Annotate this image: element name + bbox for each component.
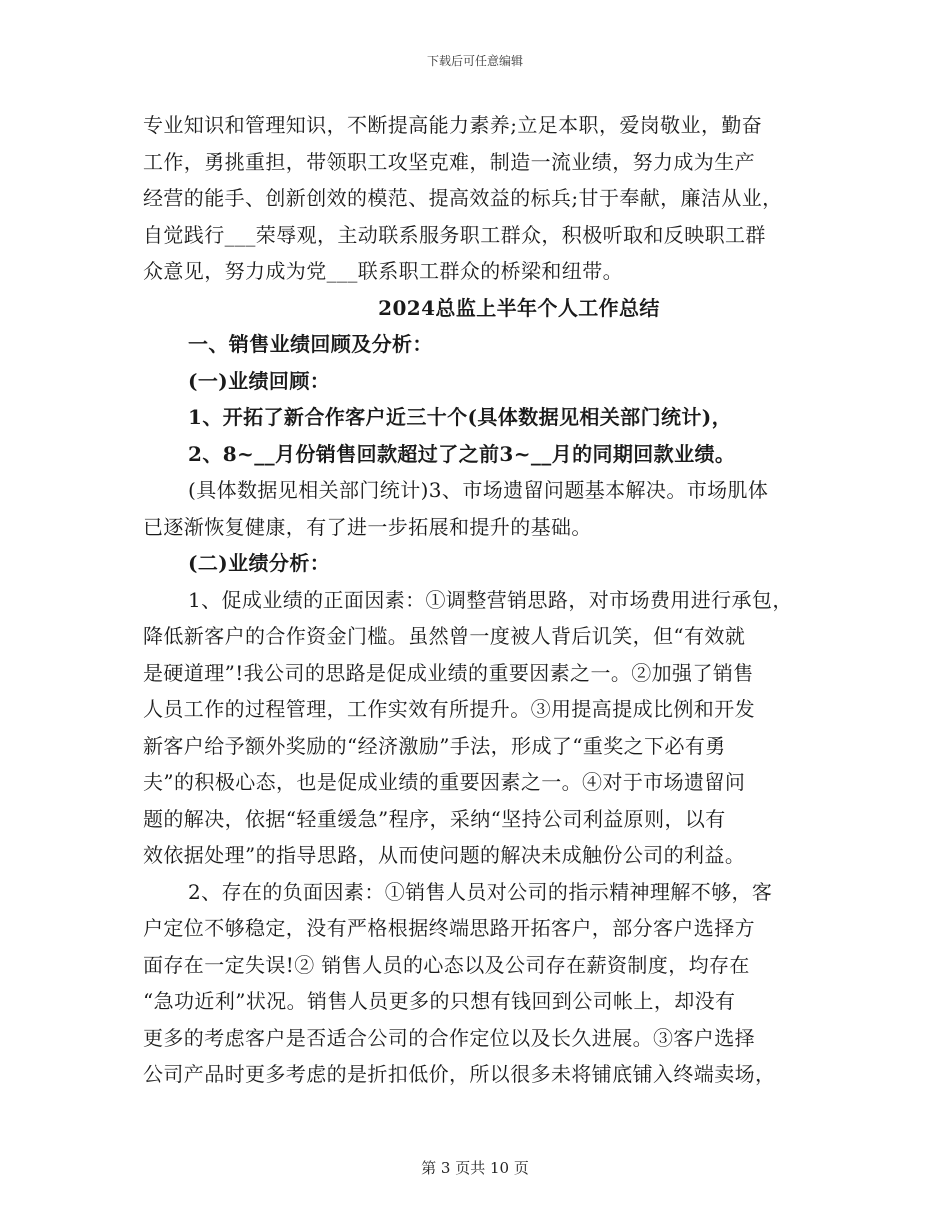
paragraph-line: 降低新客户的合作资金门槛。虽然曾一度被人背后讥笑，但“有效就 [143, 624, 746, 648]
document-body [143, 107, 823, 1093]
body-line: 经营的能手、创新创效的模范、提高效益的标兵;甘于奉献，廉洁从业， [143, 186, 783, 210]
paragraph-line: 户定位不够稳定，没有严格根据终端思路开拓客户，部分客户选择方 [143, 916, 755, 940]
paragraph-line: 更多的考虑客户是否适合公司的合作定位以及长久进展。③客户选择 [143, 1025, 755, 1050]
paragraph-line: 夫”的积极心态，也是促成业绩的重要因素之一。④对于市场遗留问 [143, 770, 746, 794]
paragraph-line: 效依据处理”的指导思路，从而使问题的解决未成触份公司的利益。 [143, 843, 746, 867]
subsection-heading: (二)业绩分析： [188, 551, 331, 575]
paragraph-line: 题的解决，依据“轻重缓急”程序，采纳“坚持公司利益原则，以有 [143, 806, 726, 831]
list-item: 2、8~__月份销售回款超过了之前3~__月的同期回款业绩。 [188, 441, 736, 466]
paragraph-line: (具体数据见相关部门统计)3、市场遗留问题基本解决。市场肌体 [188, 478, 769, 502]
paragraph-line: 已逐渐恢复健康，有了进一步拓展和提升的基础。 [143, 514, 592, 539]
paragraph-line: 2、存在的负面因素：①销售人员对公司的指示精神理解不够，客 [188, 879, 773, 904]
body-line: 自觉践行___荣辱观，主动联系服务职工群众，积极听取和反映职工群 [143, 222, 766, 247]
paragraph-line: 面存在一定失误!② 销售人员的心态以及公司存在薪资制度，均存在 [143, 952, 750, 977]
document-title: 2024总监上半年个人工作总结 [378, 295, 660, 320]
page-header: 下载后可任意编辑 [426, 54, 523, 68]
paragraph-line: 1、促成业绩的正面因素：①调整营销思路，对市场费用进行承包， [188, 587, 793, 612]
section-heading: 一、销售业绩回顾及分析： [188, 332, 433, 356]
body-line: 专业知识和管理知识，不断提高能力素养;立足本职，爱岗敬业，勤奋 [143, 113, 763, 137]
body-line: 众意见，努力成为党___联系职工群众的桥梁和纽带。 [143, 259, 623, 283]
paragraph-line: 人员工作的过程管理，工作实效有所提升。③用提高提成比例和开发 [143, 697, 755, 721]
list-item: 1、开拓了新合作客户近三十个(具体数据见相关部门统计)， [188, 405, 733, 429]
paragraph-line: 是硬道理”!我公司的思路是促成业绩的重要因素之一。②加强了销售 [143, 660, 754, 685]
page-footer: 第 3 页共 10 页 [421, 1159, 529, 1177]
paragraph-line: “急功近利”状况。销售人员更多的只想有钱回到公司帐上，却没有 [143, 989, 736, 1013]
body-line: 工作，勇挑重担，带领职工攻坚克难，制造一流业绩，努力成为生产 [143, 149, 755, 174]
paragraph-line: 新客户给予额外奖励的“经济激励”手法，形成了“重奖之下必有勇 [143, 733, 726, 758]
subsection-heading: (一)业绩回顾： [188, 368, 331, 393]
paragraph-line: 公司产品时更多考虑的是折扣低价，所以很多未将铺底铺入终端卖场， [143, 1062, 776, 1086]
